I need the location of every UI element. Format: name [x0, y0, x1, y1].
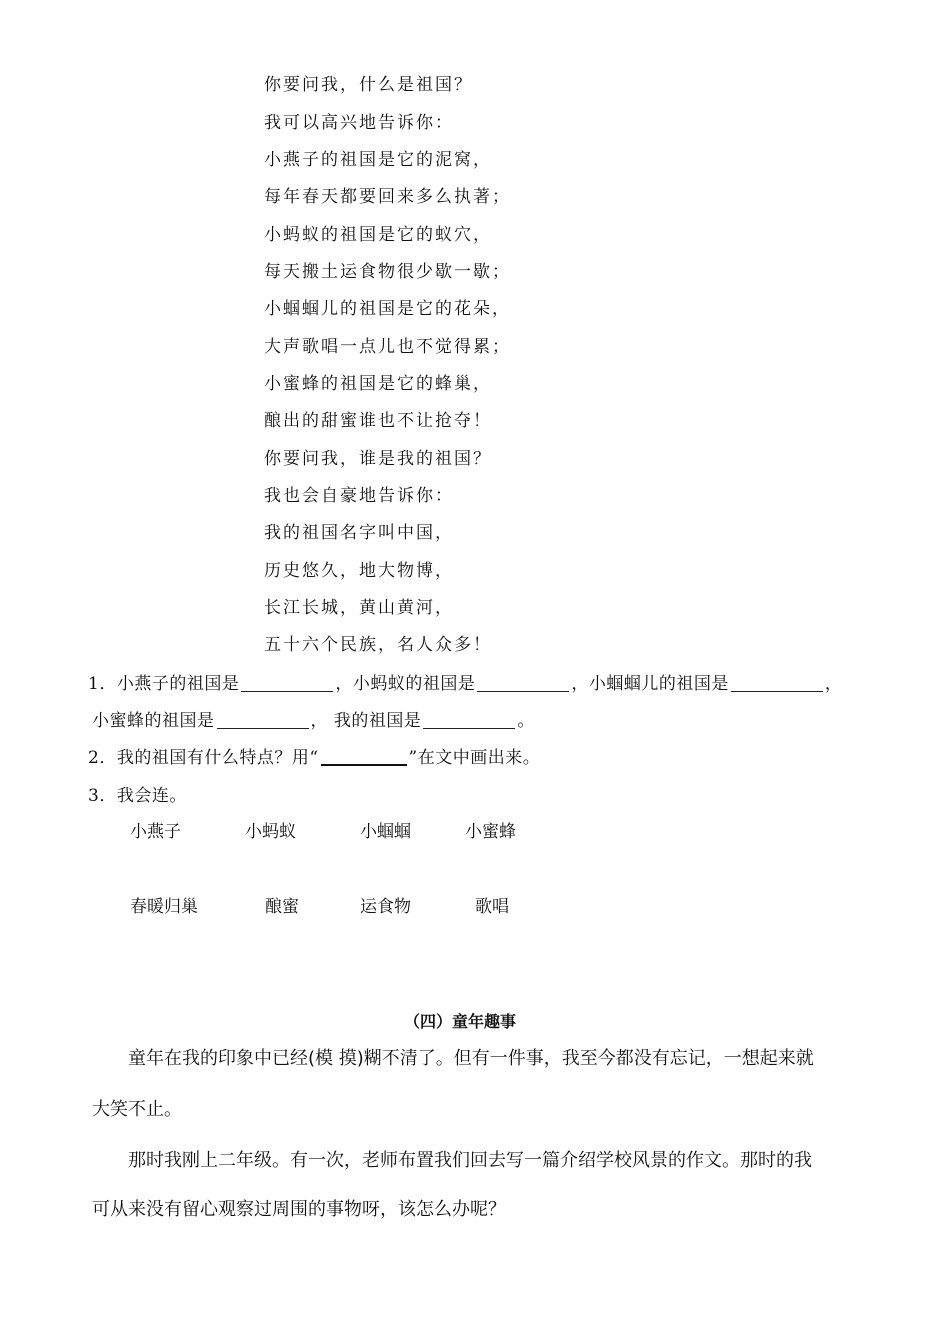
paragraph-line: 童年在我的印象中已经(模 摸)糊不清了。但有一件事，我至今都没有忘记，一想起来就: [128, 1048, 814, 1069]
match-item-bottom[interactable]: 运食物: [360, 897, 411, 917]
match-item-top[interactable]: 小燕子: [130, 822, 181, 842]
section-title: （四）童年趣事: [404, 1012, 517, 1031]
question-1-line-1: [88, 672, 842, 696]
q2-text: 2．我的祖国有什么特点？用“: [88, 748, 319, 768]
answer-blank[interactable]: [477, 673, 569, 692]
poem-line: 你要问我，谁是我的祖国？: [264, 449, 492, 469]
match-item-bottom[interactable]: 春暖归巢: [130, 897, 198, 917]
q1-text: 1．小燕子的祖国是: [88, 674, 240, 694]
match-item-top[interactable]: 小蜜蜂: [465, 822, 516, 842]
paragraph-line: 可从来没有留心观察过周围的事物呀，该怎么办呢？: [92, 1199, 506, 1220]
poem-line: 小蚂蚁的祖国是它的蚁穴，: [264, 225, 492, 245]
q1-text: ， 我的祖国是: [310, 711, 422, 731]
q1-text: 小蜜蜂的祖国是: [92, 711, 215, 731]
poem-line: 五十六个民族，名人众多！: [264, 635, 492, 655]
question-2: [88, 746, 540, 770]
q1-text: 。: [517, 711, 535, 731]
poem-line: 我的祖国名字叫中国，: [264, 523, 454, 543]
underline-sample: [321, 748, 407, 766]
q1-text: ，: [824, 674, 843, 694]
poem-line: 小蝈蝈儿的祖国是它的花朵，: [264, 299, 511, 319]
answer-blank[interactable]: [241, 673, 333, 692]
question-3: 3．我会连。: [88, 786, 187, 806]
paragraph-line: 那时我刚上二年级。有一次，老师布置我们回去写一篇介绍学校风景的作文。那时的我: [128, 1150, 812, 1171]
poem-line: 每年春天都要回来多么执著；: [264, 187, 511, 207]
poem-line: 历史悠久，地大物博，: [264, 561, 454, 581]
answer-blank[interactable]: [731, 673, 823, 692]
paragraph-line: 大笑不止。: [92, 1099, 182, 1120]
match-item-bottom[interactable]: 歌唱: [475, 897, 509, 917]
question-1-line-2: [92, 709, 535, 733]
poem-line: 我可以高兴地告诉你：: [264, 113, 454, 133]
match-item-bottom[interactable]: 酿蜜: [265, 897, 299, 917]
poem-line: 长江长城，黄山黄河，: [264, 598, 454, 618]
match-item-top[interactable]: 小蚂蚁: [245, 822, 296, 842]
poem-line: 小蜜蜂的祖国是它的蜂巢，: [264, 374, 492, 394]
poem-line: 我也会自豪地告诉你：: [264, 486, 454, 506]
q1-text: ，小蝈蝈儿的祖国是: [571, 674, 729, 694]
match-item-top[interactable]: 小蝈蝈: [360, 822, 411, 842]
q2-text: ”在文中画出来。: [408, 748, 541, 768]
poem-line: 大声歌唱一点儿也不觉得累；: [264, 337, 511, 357]
answer-blank[interactable]: [423, 710, 515, 729]
answer-blank[interactable]: [217, 710, 309, 729]
q1-text: ，小蚂蚁的祖国是: [335, 674, 476, 694]
poem-line: 小燕子的祖国是它的泥窝，: [264, 150, 492, 170]
poem-line: 你要问我，什么是祖国？: [264, 75, 473, 95]
poem-line: 酿出的甜蜜谁也不让抢夺！: [264, 411, 492, 431]
poem-line: 每天搬土运食物很少歇一歇；: [264, 262, 511, 282]
